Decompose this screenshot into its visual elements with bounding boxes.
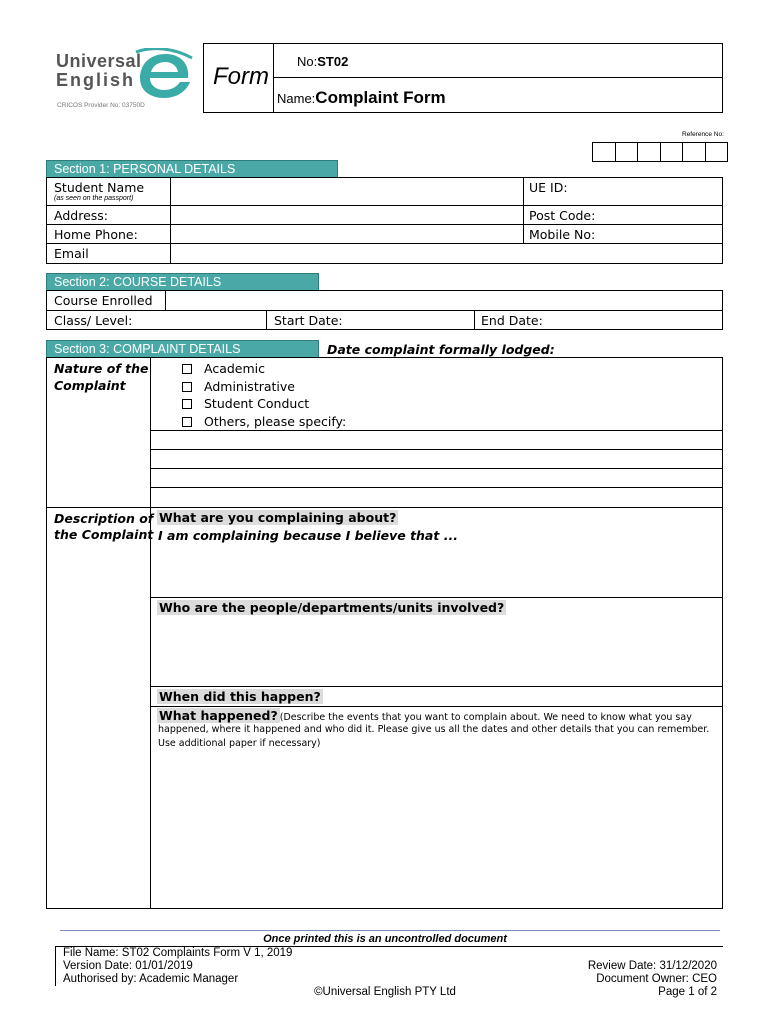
description-label-2: the Complaint [54,527,154,542]
checkbox-icon[interactable] [182,364,192,374]
copyright: ©Universal English PTY Ltd [314,986,456,998]
logo-text-universal: Universal [56,51,142,71]
option-student-conduct[interactable]: Student Conduct [182,396,309,411]
address-label: Address: [54,208,108,223]
file-name: File Name: ST02 Complaints Form V 1, 2019 [63,947,293,959]
home-phone-label: Home Phone: [54,227,138,242]
checkbox-icon[interactable] [182,382,192,392]
what-happened-detail-3: Use additional paper if necessary) [158,738,321,749]
date-lodged-label: Date complaint formally lodged: [327,342,555,357]
people-involved-field[interactable] [152,618,721,685]
email-label: Email [54,246,89,261]
student-name-field[interactable] [172,179,522,204]
mobile-no-label: Mobile No: [529,227,596,242]
option-administrative[interactable]: Administrative [182,379,295,394]
start-date-label: Start Date: [274,313,343,328]
description-label-1: Description of [54,511,154,526]
option-others[interactable]: Others, please specify: [182,414,346,429]
section2-header: Section 2: COURSE DETAILS [46,273,319,291]
question-when: When did this happen? [159,689,321,704]
class-level-label: Class/ Level: [54,313,133,328]
section1-header: Section 1: PERSONAL DETAILS [46,160,338,178]
question-people-involved: Who are the people/departments/units involved? [159,600,505,615]
post-code-label: Post Code: [529,208,596,223]
page-number: Page 1 of 2 [658,986,717,998]
course-enrolled-label: Course Enrolled [54,293,153,308]
home-phone-field[interactable] [172,226,522,242]
question-what-happened: What happened? (Describe the events that you want to complain about. We need to know what you say [159,708,692,723]
question-because: I am complaining because I believe that ... [158,528,458,543]
checkbox-icon[interactable] [182,399,192,409]
student-name-label: Student Name [54,180,145,195]
passport-note: (as seen on the passport) [54,195,134,202]
address-field[interactable] [172,207,522,223]
question-what-complaining: What are you complaining about? [159,510,397,525]
logo-text-english: English [56,70,136,90]
email-field[interactable] [172,245,722,262]
nature-label-2: Complaint [54,378,126,393]
end-date-label: End Date: [481,313,543,328]
review-date: Review Date: 31/12/2020 [587,960,717,972]
nature-label-1: Nature of the [54,361,149,376]
form-number: No:ST02 [297,54,349,69]
what-happened-field[interactable] [152,753,721,906]
logo-swoosh-icon [134,48,196,102]
reference-label: Reference No: [682,131,724,138]
others-specify-field[interactable] [152,431,721,506]
authorised-by: Authorised by: Academic Manager [63,973,239,985]
section3-header: Section 3: COMPLAINT DETAILS [46,340,319,358]
document-owner: Document Owner: CEO [596,973,717,985]
form-label: Form [213,63,269,90]
course-enrolled-field[interactable] [167,292,721,309]
reference-number-boxes[interactable] [592,142,728,162]
option-academic[interactable]: Academic [182,361,265,376]
checkbox-icon[interactable] [182,417,192,427]
complaint-about-field[interactable] [152,545,721,595]
uncontrolled-note: Once printed this is an uncontrolled document [263,933,507,945]
ue-id-label: UE ID: [529,180,568,195]
cricos-number: CRICOS Provider No: 03750D [57,102,145,109]
version-date: Version Date: 01/01/2019 [63,960,193,972]
form-name: Name:Complaint Form [277,88,446,107]
what-happened-detail-2: happened, where it happened and who did it. Please give us all the dates and other details that you can remember. [158,724,710,735]
